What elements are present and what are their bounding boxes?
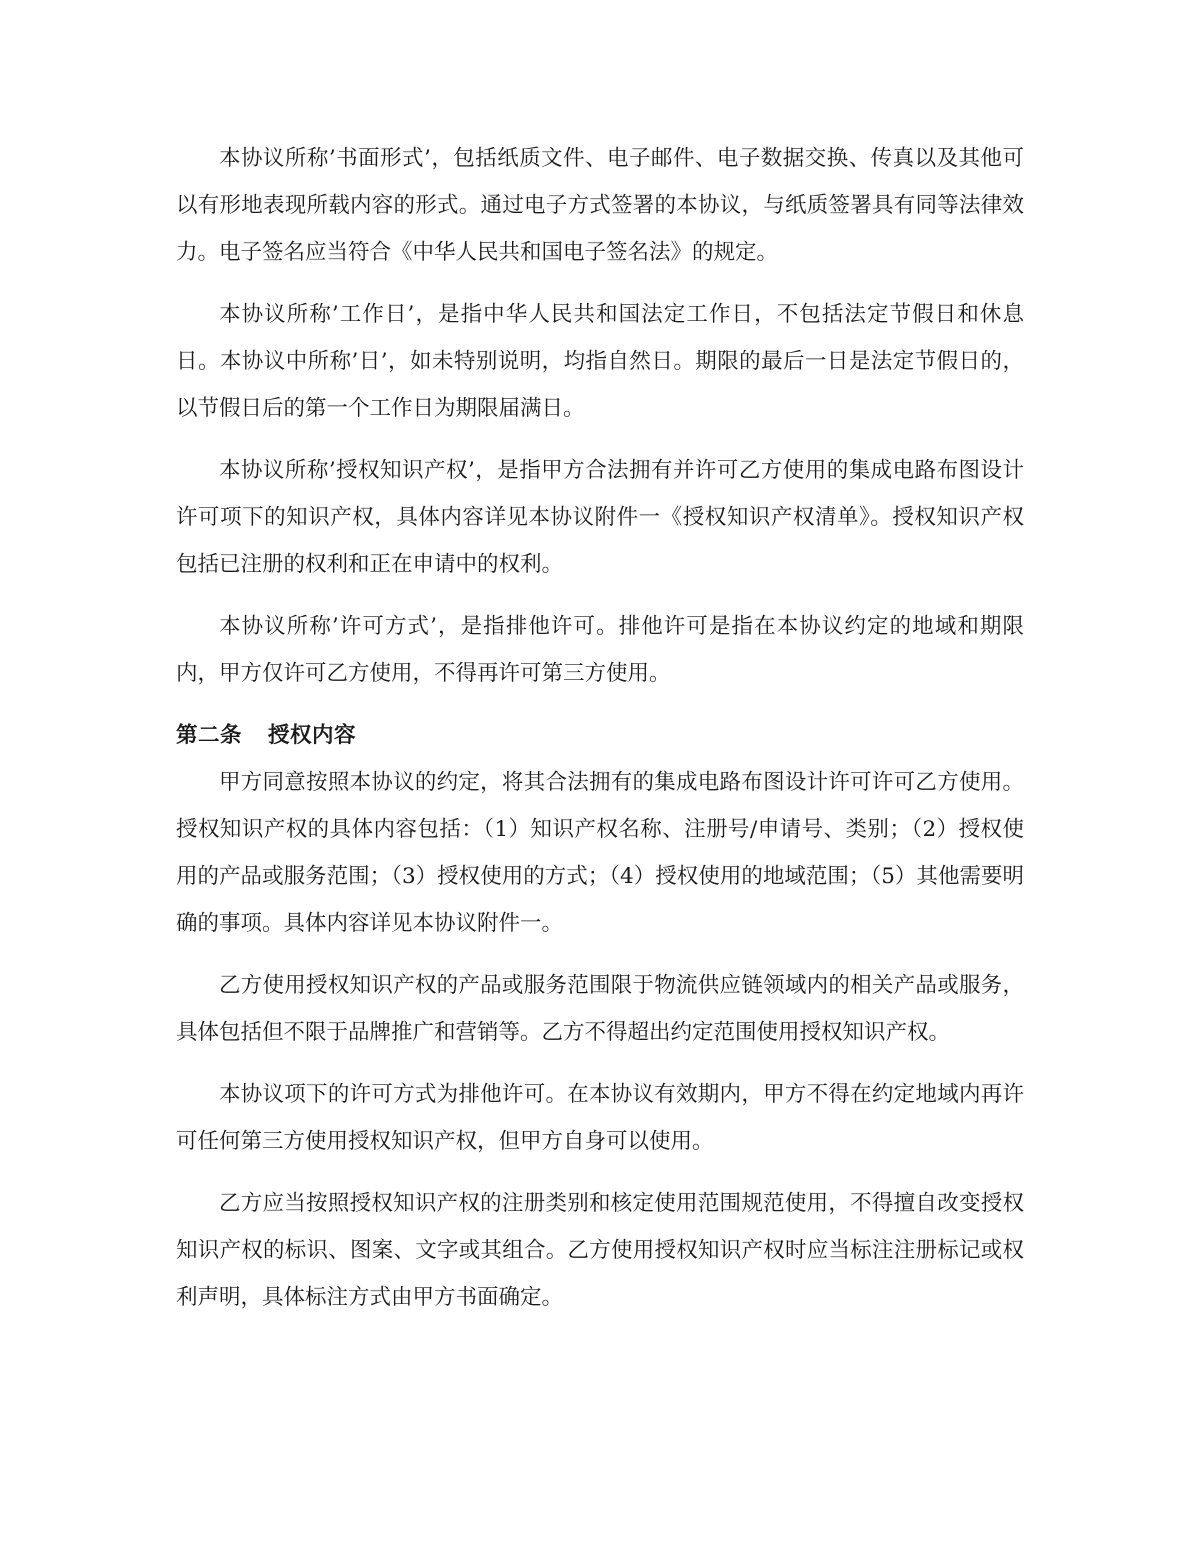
exclusive-license-paragraph: 本协议项下的许可方式为排他许可。在本协议有效期内，甲方不得在约定地域内再许可任何第三方使用授权知识产权，但甲方自身可以使用。 xyxy=(176,1082,1024,1154)
definition-licensed-ip-paragraph: 本协议所称’授权知识产权’，是指甲方合法拥有并许可乙方使用的集成电路布图设计许可项下的知识产权，具体内容详见本协议附件一《授权知识产权清单》。授权知识产权包括已注册的权利和正在申请中的权利。 xyxy=(176,458,1024,577)
section-number: 第二条 xyxy=(176,723,243,748)
definition-written-form-paragraph: 本协议所称’书面形式’，包括纸质文件、电子邮件、电子数据交换、传真以及其他可以有形地表现所载内容的形式。通过电子方式签署的本协议，与纸质签署具有同等法律效力。电子签名应当符合《中华人民共和国电子签名法》的规定。 xyxy=(176,146,1024,265)
definition-license-mode-paragraph: 本协议所称’许可方式’，是指排他许可。排他许可是指在本协议约定的地域和期限内，甲方仅许可乙方使用，不得再许可第三方使用。 xyxy=(176,614,1024,686)
definition-working-day-paragraph: 本协议所称’工作日’，是指中华人民共和国法定工作日，不包括法定节假日和休息日。本协议中所称’日’，如未特别说明，均指自然日。期限的最后一日是法定节假日的，以节假日后的第一个工作日为期限届满日。 xyxy=(176,302,1024,421)
section-title: 授权内容 xyxy=(268,723,357,748)
section-heading xyxy=(176,712,1024,759)
document-body xyxy=(176,135,1024,1336)
usage-scope-paragraph: 乙方使用授权知识产权的产品或服务范围限于物流供应链领域内的相关产品或服务，具体包括但不限于品牌推广和营销等。乙方不得超出约定范围使用授权知识产权。 xyxy=(176,973,1024,1045)
license-content-paragraph: 甲方同意按照本协议的约定，将其合法拥有的集成电路布图设计许可许可乙方使用。授权知识产权的具体内容包括：（1）知识产权名称、注册号/申请号、类别；（2）授权使用的产品或服务范围；（3）授权使用的方式；（4）授权使用的地域范围；（5）其他需要明确的事项。具体内容详见本协议附件一。 xyxy=(176,770,1024,936)
usage-norms-paragraph: 乙方应当按照授权知识产权的注册类别和核定使用范围规范使用，不得擅自改变授权知识产权的标识、图案、文字或其组合。乙方使用授权知识产权时应当标注注册标记或权利声明，具体标注方式由甲方书面确定。 xyxy=(176,1191,1024,1310)
